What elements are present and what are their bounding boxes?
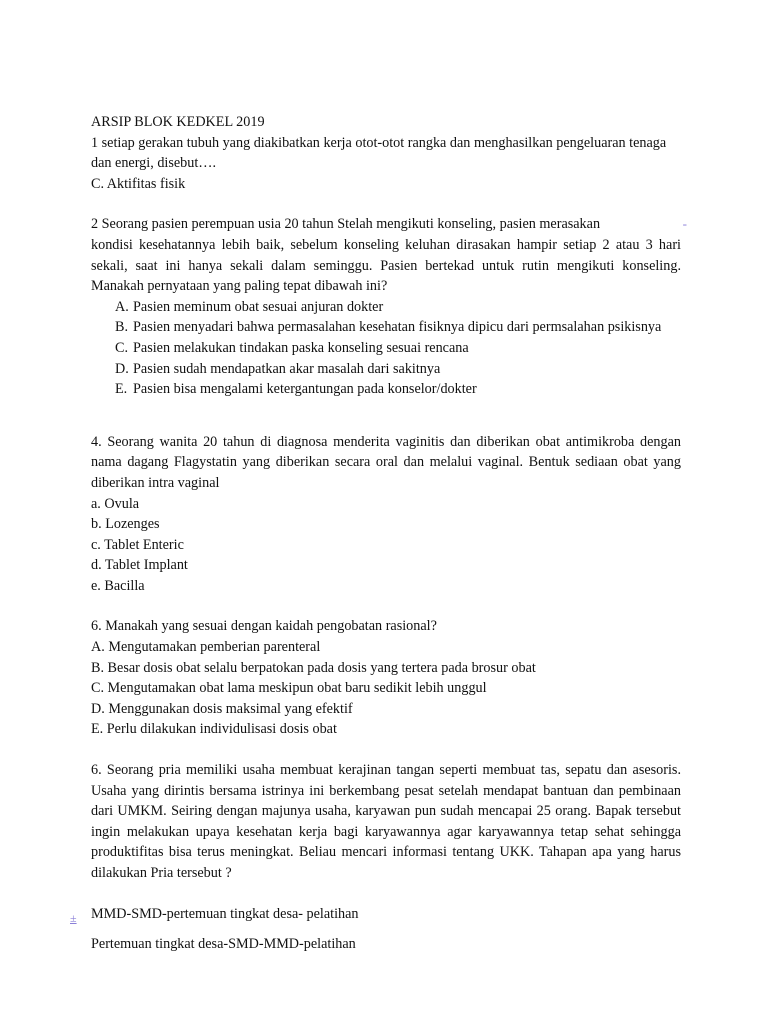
question-6a-option-d: D. Menggunakan dosis maksimal yang efektif: [91, 700, 353, 717]
question-6b-option-2: Pertemuan tingkat desa-SMD-MMD-pelatihan: [91, 936, 356, 953]
spacer: [91, 740, 681, 760]
question-1-answer: C. Aktifitas fisik: [91, 175, 186, 192]
option-label: D.: [115, 360, 129, 377]
question-1-text: 1 setiap gerakan tubuh yang diakibatkan kerja otot-otot rangka dan menghasilkan pengeluaran tenaga dan energi, disebut….: [91, 134, 667, 172]
question-6a-option-a: A. Mengutamakan pemberian parenteral: [91, 639, 321, 656]
spacer: [91, 924, 681, 934]
option-text: Pasien bisa mengalami ketergantungan pada konselor/dokter: [133, 381, 477, 398]
revision-dash-mark: -: [682, 216, 687, 232]
question-2-option-a: [115, 297, 681, 318]
option-label: B.: [115, 319, 129, 336]
question-6b-text: 6. Seorang pria memiliki usaha membuat kerajinan tangan seperti membuat tas, sepatu dan asesoris. Usaha yang dirintis bersama istrinya ini berkembang pesat setelah mendapat bantuan dan pembinaan dari UMKM. Seiring dengan majunya usaha, karyawan pun sudah mencapai 25 orang. Bapak tersebut ingin melakukan upaya kesehatan kerja bagi karyawannya agar karyawannya tetap sehat sehingga produktifitas bisa terus meningkat. Beliau mencari informasi tentang UKK. Tahapan apa yang harus dilakukan Pria tersebut ?: [91, 762, 681, 881]
question-6a-option-c: C. Mengutamakan obat lama meskipun obat baru sedikit lebih unggul: [91, 680, 487, 697]
option-text: Pasien sudah mendapatkan akar masalah dari sakitnya: [133, 360, 441, 377]
question-6a-option-e: E. Perlu dilakukan individulisasi dosis obat: [91, 721, 337, 738]
question-4-option-d: d. Tablet Implant: [91, 557, 188, 574]
spacer: [91, 194, 681, 214]
question-2-first-line: [91, 214, 687, 235]
option-text: Pasien menyadari bahwa permasalahan kesehatan fisiknya dipicu dari permsalahan psikisnya: [133, 319, 662, 336]
question-2-options: [115, 297, 681, 400]
question-2-option-e: [115, 379, 681, 400]
question-6a-option-b: B. Besar dosis obat selalu berpatokan pada dosis yang tertera pada brosur obat: [91, 659, 536, 676]
question-6a-text: 6. Manakah yang sesuai dengan kaidah pengobatan rasional?: [91, 618, 437, 635]
question-2-text: kondisi kesehatannya lebih baik, sebelum konseling keluhan dirasakan hampir setiap 2 atau 3 hari sekali, saat ini hanya sekali dalam seminggu. Pasien bertekad untuk rutin mengikuti konseling. Manakah pernyataan yang paling tepat dibawah ini?: [91, 236, 681, 295]
option-text: Pasien melakukan tindakan paska konseling sesuai rencana: [133, 339, 469, 356]
spacer: [91, 884, 681, 904]
spacer: [91, 400, 681, 432]
document-header: ARSIP BLOK KEDKEL 2019: [91, 114, 265, 130]
question-4-text: 4. Seorang wanita 20 tahun di diagnosa menderita vaginitis dan diberikan obat antimikroba dengan nama dagang Flagystatin yang diberikan secara oral dan melalui vaginal. Bentuk sediaan obat yang diberikan intra vaginal: [91, 433, 681, 491]
question-2-option-c: [115, 338, 681, 359]
option-label: C.: [115, 339, 129, 356]
option-label: A.: [115, 298, 129, 315]
revision-side-mark: ±: [70, 911, 77, 925]
question-4-option-c: c. Tablet Enteric: [91, 536, 184, 553]
document-content: [91, 112, 687, 955]
option-label: E.: [115, 381, 128, 398]
question-6b-option-1: MMD-SMD-pertemuan tingkat desa- pelatihan: [91, 905, 359, 922]
spacer: [91, 596, 681, 616]
question-4-option-e: e. Bacilla: [91, 577, 145, 594]
question-4-option-a: a. Ovula: [91, 495, 140, 512]
question-4-option-b: b. Lozenges: [91, 516, 160, 533]
question-2-option-d: [115, 359, 681, 380]
question-2-line1: 2 Seorang pasien perempuan usia 20 tahun Stelah mengikuti konseling, pasien merasakan: [91, 216, 601, 233]
option-text: Pasien meminum obat sesuai anjuran dokter: [133, 298, 384, 315]
question-2-option-b: [115, 317, 681, 338]
